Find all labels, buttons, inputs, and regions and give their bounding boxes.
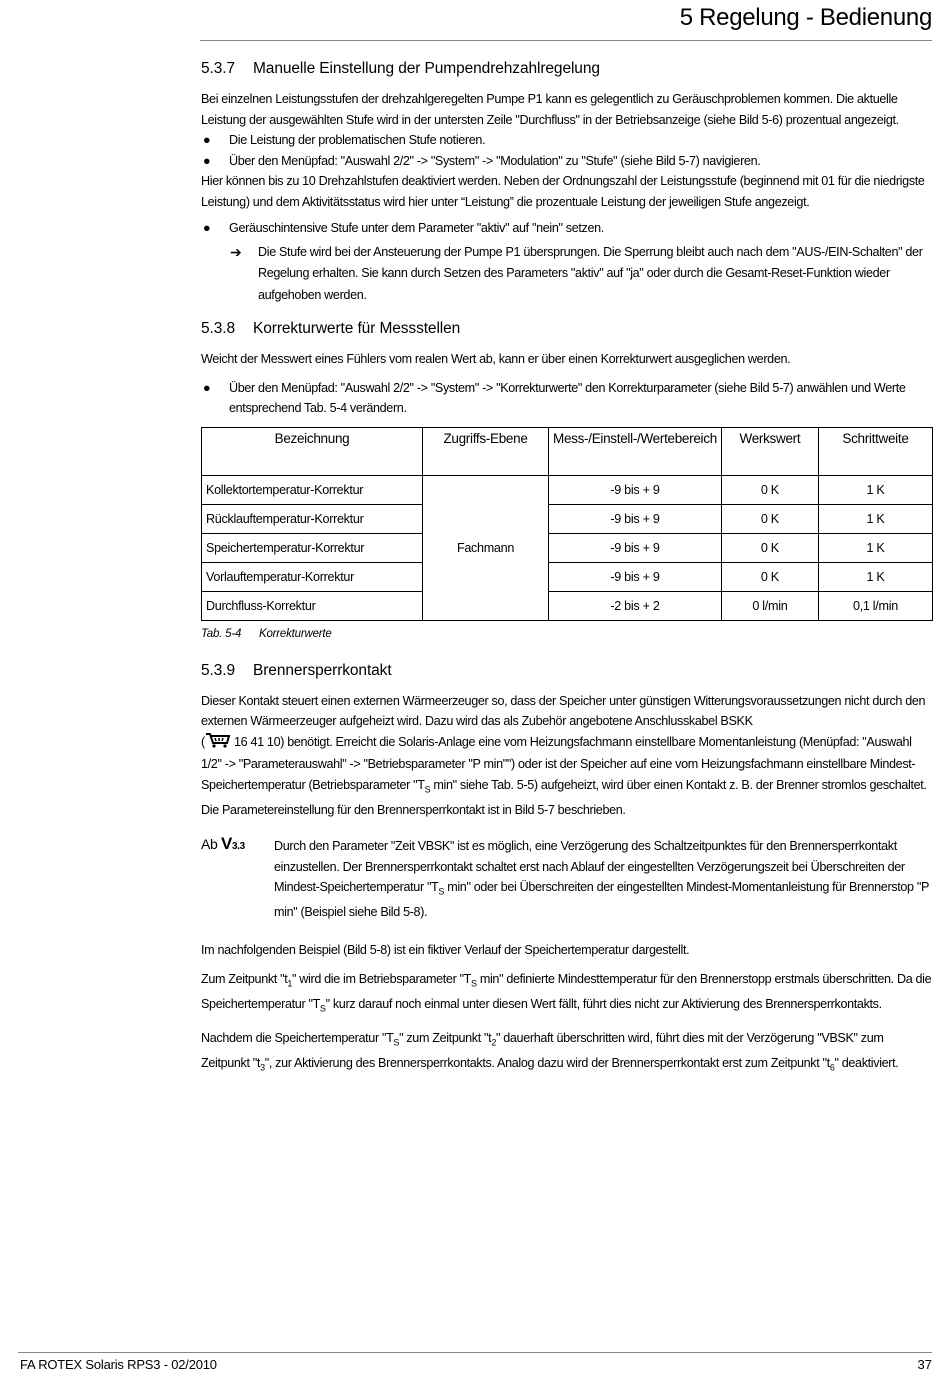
paragraph: Bei einzelnen Leistungsstufen der drehzahlgeregelten Pumpe P1 kann es gelegentlich zu Geräuschproblemen kommen. Die aktuelle Leistung der ausgewählten Stufe wird in der untersten Zeile "Durchfluss" in der Betriebsanzeige (siehe Bild 5-6) prozentual angezeigt. [201, 92, 899, 127]
cell-name: Vorlauftemperatur-Korrektur [202, 562, 423, 591]
cell-range: -9 bis + 9 [549, 533, 722, 562]
bullet-icon: ● [203, 221, 211, 235]
column-header: Bezeichnung [202, 427, 423, 475]
page-number: 37 [917, 1357, 932, 1372]
bullet-list [201, 218, 934, 239]
section-heading-5-3-8 [201, 320, 934, 338]
section-number: 5.3.7 [201, 60, 235, 77]
subscript: 2 [491, 1037, 496, 1048]
caption-label: Tab. 5-4 [201, 627, 242, 640]
text-run: " deaktiviert. [834, 1056, 899, 1071]
paragraph [201, 969, 934, 1019]
table-row [202, 533, 933, 562]
badge-prefix: Ab [201, 836, 221, 853]
bullet-list [201, 378, 934, 419]
bullet-icon: ● [203, 133, 211, 147]
text-run: 16 41 10) benötigt. Erreicht die Solaris-Anlage eine vom Heizungsfachmann einstellbare Momentanleistung (Menüpfad: "Auswahl 1/2" -> "Parameterauswahl" -> "Betriebsparameter "P min"") oder ist der Speicher auf eine vom Heizungsfachmann einstellbare Mindest-Speichertemperatur (Betriebsparameter "T [201, 734, 916, 792]
text-run: ( [201, 734, 205, 749]
text-run: " kurz darauf noch einmal unter diesen Wert fällt, führt dies nicht zur Aktivierung des Brennersperrkontakts. [325, 997, 882, 1012]
cell-step: 1 K [818, 562, 932, 591]
cell-default: 0 K [721, 504, 818, 533]
column-header: Zugriffs-Ebene [423, 427, 549, 475]
text-run: " dauerhaft überschritten wird, führt dies mit der Verzögerung "VBSK" zum Zeitpunkt "t [201, 1031, 884, 1071]
bullet-icon: ● [203, 153, 211, 168]
footer-divider [18, 1352, 932, 1353]
list-item [201, 130, 934, 151]
text-run: min" siehe Tab. 5-5) aufgeheizt, wird über einen Kontakt z. B. der Brenner stromlos geschaltet. Die Parametereinstellung für den Brennersperrkontakt ist in Bild 5-7 beschrieben. [201, 777, 927, 817]
version-badge [201, 834, 245, 858]
section-title: Brennersperrkontakt [253, 661, 392, 679]
page-content [201, 60, 934, 1078]
list-item [201, 218, 934, 239]
subscript: S [393, 1037, 400, 1048]
cell-name: Rücklauftemperatur-Korrektur [202, 504, 423, 533]
subscript: 3 [260, 1062, 265, 1073]
table-row [202, 475, 933, 504]
table-header-row [202, 427, 933, 475]
section-heading-5-3-9 [201, 662, 934, 680]
table-row [202, 562, 933, 591]
chapter-title: 5 Regelung - Bedienung [679, 4, 932, 31]
version-note [201, 836, 934, 923]
text-run: min" definierte Mindesttemperatur für den Brennerstopp erstmals überschritten. Da die Speichertemperatur "T [201, 972, 932, 1012]
cell-step: 1 K [818, 504, 932, 533]
text-run: ", zur Aktivierung des Brennersperrkontakts. Analog dazu wird der Brennersperrkontakt erst zum Zeitpunkt "t [264, 1056, 830, 1071]
badge-version: 3.3 [231, 841, 245, 853]
cell-range: -9 bis + 9 [549, 562, 722, 591]
paragraph [201, 691, 934, 821]
caption-text: Korrekturwerte [259, 627, 332, 640]
column-header: Werkswert [721, 427, 818, 475]
bullet-icon: ● [203, 380, 211, 395]
column-header: Mess-/Einstell-/Wertebereich [549, 427, 722, 475]
text-run: Zum Zeitpunkt "t [201, 972, 288, 987]
document-id: FA ROTEX Solaris RPS3 - 02/2010 [20, 1357, 217, 1372]
paragraph: Weicht der Messwert eines Fühlers vom realen Wert ab, kann er über einen Korrekturwert ausgeglichen werden. [201, 352, 791, 366]
subscript: 6 [829, 1062, 835, 1073]
paragraph: Im nachfolgenden Beispiel (Bild 5-8) ist ein fiktiver Verlauf der Speichertemperatur dargestellt. [201, 942, 690, 957]
text-run: " zum Zeitpunkt "t [399, 1031, 492, 1046]
column-header: Schrittweite [818, 427, 932, 475]
section-title: Manuelle Einstellung der Pumpendrehzahlregelung [253, 60, 600, 77]
section-title: Korrekturwerte für Messstellen [253, 320, 461, 337]
arrow-right-icon: ➔ [230, 243, 242, 260]
text-run: Nachdem die Speichertemperatur "T [201, 1031, 394, 1046]
table-row [202, 591, 933, 620]
cell-range: -2 bis + 2 [549, 591, 722, 620]
text-run: " wird die im Betriebsparameter "T [292, 972, 472, 987]
list-item-text: Die Leistung der problematischen Stufe notieren. [229, 133, 486, 147]
cell-step: 1 K [818, 475, 932, 504]
text-run: min" oder bei Überschreiten der eingestellten Mindest-Momentanleistung für Brennerstop "P min" (Beispiel siehe Bild 5-8). [274, 880, 929, 920]
cell-step: 1 K [818, 533, 932, 562]
result-item [201, 242, 934, 307]
cell-range: -9 bis + 9 [549, 504, 722, 533]
text-run: Dieser Kontakt steuert einen externen Wärmeerzeuger so, dass der Speicher unter günstigen Witterungsvoraussetzungen nicht durch den externen Wärmeerzeuger aufgeheizt wird. Dazu wird das als Zubehör angebotene Anschlusskabel BSKK [201, 693, 926, 728]
subscript: 1 [287, 978, 293, 989]
list-item-text: Über den Menüpfad: "Auswahl 2/2" -> "System" -> "Modulation" zu "Stufe" (siehe Bild 5-7) navigieren. [229, 153, 761, 168]
section-number: 5.3.8 [201, 320, 235, 337]
list-item-text: Geräuschintensive Stufe unter dem Parameter "aktiv" auf "nein" setzen. [229, 221, 604, 235]
subscript: S [438, 886, 445, 897]
paragraph: Hier können bis zu 10 Drehzahlstufen deaktiviert werden. Neben der Ordnungszahl der Leistungsstufe (beginnend mit 01 für die niedrigste Leistung) und dem Aktivitätsstatus wird hier unter “Leistung” die prozentuale Leistung der jeweiligen Stufe angezeigt. [201, 174, 925, 209]
section-number: 5.3.9 [201, 661, 235, 679]
subscript: S [319, 1003, 326, 1014]
result-text: Die Stufe wird bei der Ansteuerung der Pumpe P1 übersprungen. Die Sperrung bleibt auch nach dem "AUS-/EIN-Schalten" der Regelung erhalten. Sie kann durch Setzen des Parameters "aktiv" auf "ja" oder durch die Gesamt-Reset-Funktion wieder aufgehoben werden. [258, 244, 923, 302]
section-heading-5-3-7 [201, 60, 934, 78]
text-run: Durch den Parameter "Zeit VBSK" ist es möglich, eine Verzögerung des Schaltzeitpunktes für den Brennersperrkontakt einzustellen. Der Brennersperrkontakt schaltet erst nach Ablauf der eingestellten Verzögerungszeit bei Überschreiten der Mindest-Speichertemperatur "T [274, 839, 905, 895]
cell-range: -9 bis + 9 [549, 475, 722, 504]
cell-name: Speichertemperatur-Korrektur [202, 533, 423, 562]
table-caption [201, 628, 934, 640]
cell-name: Durchfluss-Korrektur [202, 591, 423, 620]
cell-access: Fachmann [423, 475, 549, 620]
table-row [202, 504, 933, 533]
subscript: S [424, 784, 431, 795]
list-item [201, 151, 934, 172]
cell-name: Kollektortemperatur-Korrektur [202, 475, 423, 504]
cell-default: 0 l/min [721, 591, 818, 620]
header-divider [200, 40, 932, 41]
version-v-icon: V [220, 834, 232, 854]
list-item-text: Über den Menüpfad: "Auswahl 2/2" -> "System" -> "Korrekturwerte" den Korrekturparameter (siehe Bild 5-7) anwählen und Werte entsprechend Tab. 5-4 verändern. [229, 380, 906, 415]
correction-table [201, 427, 933, 621]
bullet-list [201, 130, 934, 171]
list-item [201, 378, 934, 419]
subscript: S [471, 978, 477, 989]
cell-default: 0 K [721, 475, 818, 504]
cell-step: 0,1 l/min [818, 591, 932, 620]
paragraph [201, 1028, 934, 1078]
cell-default: 0 K [721, 562, 818, 591]
cell-default: 0 K [721, 533, 818, 562]
shopping-cart-icon [205, 732, 231, 755]
